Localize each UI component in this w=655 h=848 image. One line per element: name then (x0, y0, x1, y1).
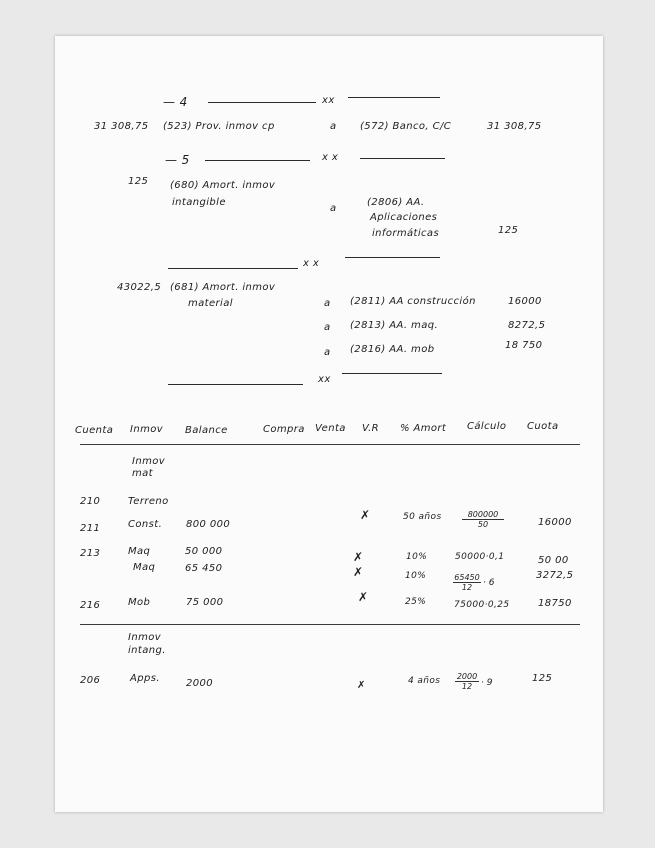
row-206-pct: 4 años (408, 676, 441, 686)
row-216-calc: 75000·0,25 (454, 600, 510, 610)
entry-6-line1-amount: 16000 (508, 296, 542, 307)
col-calculo: Cálculo (467, 421, 507, 432)
entry-6-rule-right (345, 257, 440, 258)
entry-4-marker: xx (322, 95, 335, 106)
row-206-balance: 2000 (186, 678, 214, 689)
row-213-check: ✗ (353, 550, 364, 564)
row-206-calc-num: 2000 (456, 672, 478, 681)
row-206-check: ✗ (357, 680, 366, 691)
entry-5-debit-account-l2: intangible (172, 197, 226, 208)
entry-6-line2-a: a (324, 322, 331, 333)
row-213-calc: 50000·0,1 (455, 552, 505, 562)
entry-6-debit-amount: 43022,5 (117, 282, 162, 293)
entry-6-line2-account: (2813) AA. maq. (350, 320, 439, 331)
row-211-cuenta: 211 (80, 523, 101, 534)
row-211-balance: 800 000 (186, 519, 231, 530)
header-rule (80, 444, 580, 445)
entry-5-a: a (330, 203, 337, 214)
section-1-label-l1: Inmov (132, 456, 166, 467)
entry-6-rule-left (168, 268, 298, 269)
row-211-cuota: 16000 (538, 517, 572, 528)
row-216-check: ✗ (358, 590, 369, 604)
entry-6-debit-account-l1: (681) Amort. inmov (170, 282, 276, 293)
col-cuenta: Cuenta (75, 425, 114, 436)
row-206-calc-suffix: · 9 (481, 678, 493, 688)
entry-6-debit-account-l2: material (188, 298, 233, 309)
entry-4-rule-right (348, 97, 440, 98)
entry-5-debit-account-l1: (680) Amort. inmov (170, 180, 276, 191)
row-216-cuenta: 216 (80, 600, 101, 611)
row-216-cuota: 18750 (538, 598, 572, 609)
row-216-balance: 75 000 (186, 597, 224, 608)
section-2-label-l2: intang. (128, 645, 166, 656)
entry-5-credit-account-l1: (2806) AA. (367, 197, 425, 208)
row-maq2-cuota: 3272,5 (536, 570, 574, 581)
row-206-cuenta: 206 (80, 675, 101, 686)
row-211-calc-num: 800000 (462, 510, 504, 520)
closing-rule-right (342, 373, 442, 374)
row-206-calc-fraction (455, 672, 479, 691)
row-maq2-pct: 10% (405, 571, 427, 581)
entry-6-line3-a: a (324, 347, 331, 358)
row-210-cuenta: 210 (80, 496, 101, 507)
entry-5-number: — 5 (165, 153, 190, 167)
section-rule (80, 624, 580, 625)
row-206-calc-den: 12 (461, 682, 473, 691)
entry-5-credit-account-l2: Aplicaciones (370, 212, 438, 223)
row-211-inmov: Const. (128, 519, 163, 530)
entry-5-debit-amount: 125 (128, 176, 149, 187)
entry-5-credit-amount: 125 (498, 225, 519, 236)
row-maq2-calc-suffix: · 6 (483, 578, 495, 588)
row-maq2-inmov: Maq (133, 562, 156, 573)
section-2-label-l1: Inmov (128, 632, 162, 643)
entry-6-marker: x x (303, 258, 320, 269)
row-213-balance: 50 000 (185, 546, 223, 557)
entry-4-a: a (330, 121, 337, 132)
entry-6-line1-a: a (324, 298, 331, 309)
entry-4-credit-account: (572) Banco, C/C (360, 121, 452, 132)
row-maq2-calc-fraction (453, 573, 481, 592)
row-211-calc-fraction (462, 510, 504, 529)
entry-5-rule-right (360, 158, 445, 159)
entry-5-rule-left (205, 160, 310, 161)
section-1-label-l2: mat (132, 468, 153, 479)
row-216-pct: 25% (405, 597, 427, 607)
row-213-pct: 10% (406, 552, 428, 562)
row-maq2-calc-num: 65450 (454, 573, 480, 582)
row-210-inmov: Terreno (128, 496, 169, 507)
col-compra: Compra (263, 424, 305, 435)
row-216-inmov: Mob (128, 597, 151, 608)
entry-4-credit-amount: 31 308,75 (487, 121, 542, 132)
entry-5-credit-account-l3: informáticas (372, 228, 440, 239)
row-206-cuota: 125 (532, 673, 553, 684)
row-maq2-check: ✗ (353, 565, 364, 579)
entry-5-marker: x x (322, 152, 339, 163)
row-213-cuenta: 213 (80, 548, 101, 559)
col-cuota: Cuota (527, 421, 559, 432)
closing-rule-left (168, 384, 303, 385)
row-211-check: ✗ (360, 508, 371, 522)
entry-4-number: — 4 (163, 95, 188, 109)
col-amort: % Amort (400, 423, 447, 434)
row-213-cuota: 50 00 (538, 555, 569, 566)
entry-4-debit-amount: 31 308,75 (94, 121, 149, 132)
entry-4-debit-account: (523) Prov. inmov cp (163, 121, 275, 132)
col-balance: Balance (185, 425, 228, 436)
entry-6-line1-account: (2811) AA construcción (350, 296, 476, 307)
row-206-inmov: Apps. (130, 673, 160, 684)
row-maq2-calc-den: 12 (461, 583, 473, 592)
entry-6-line3-amount: 18 750 (505, 340, 543, 351)
row-211-pct: 50 años (403, 512, 442, 522)
closing-marker: xx (318, 374, 331, 385)
col-vr: V.R (362, 423, 380, 434)
col-venta: Venta (315, 423, 346, 434)
row-211-calc-den: 50 (477, 520, 489, 529)
row-maq2-balance: 65 450 (185, 563, 223, 574)
entry-4-rule-left (208, 102, 316, 103)
col-inmov: Inmov (130, 424, 164, 435)
row-213-inmov: Maq (128, 546, 151, 557)
entry-6-line2-amount: 8272,5 (508, 320, 546, 331)
entry-6-line3-account: (2816) AA. mob (350, 344, 435, 355)
